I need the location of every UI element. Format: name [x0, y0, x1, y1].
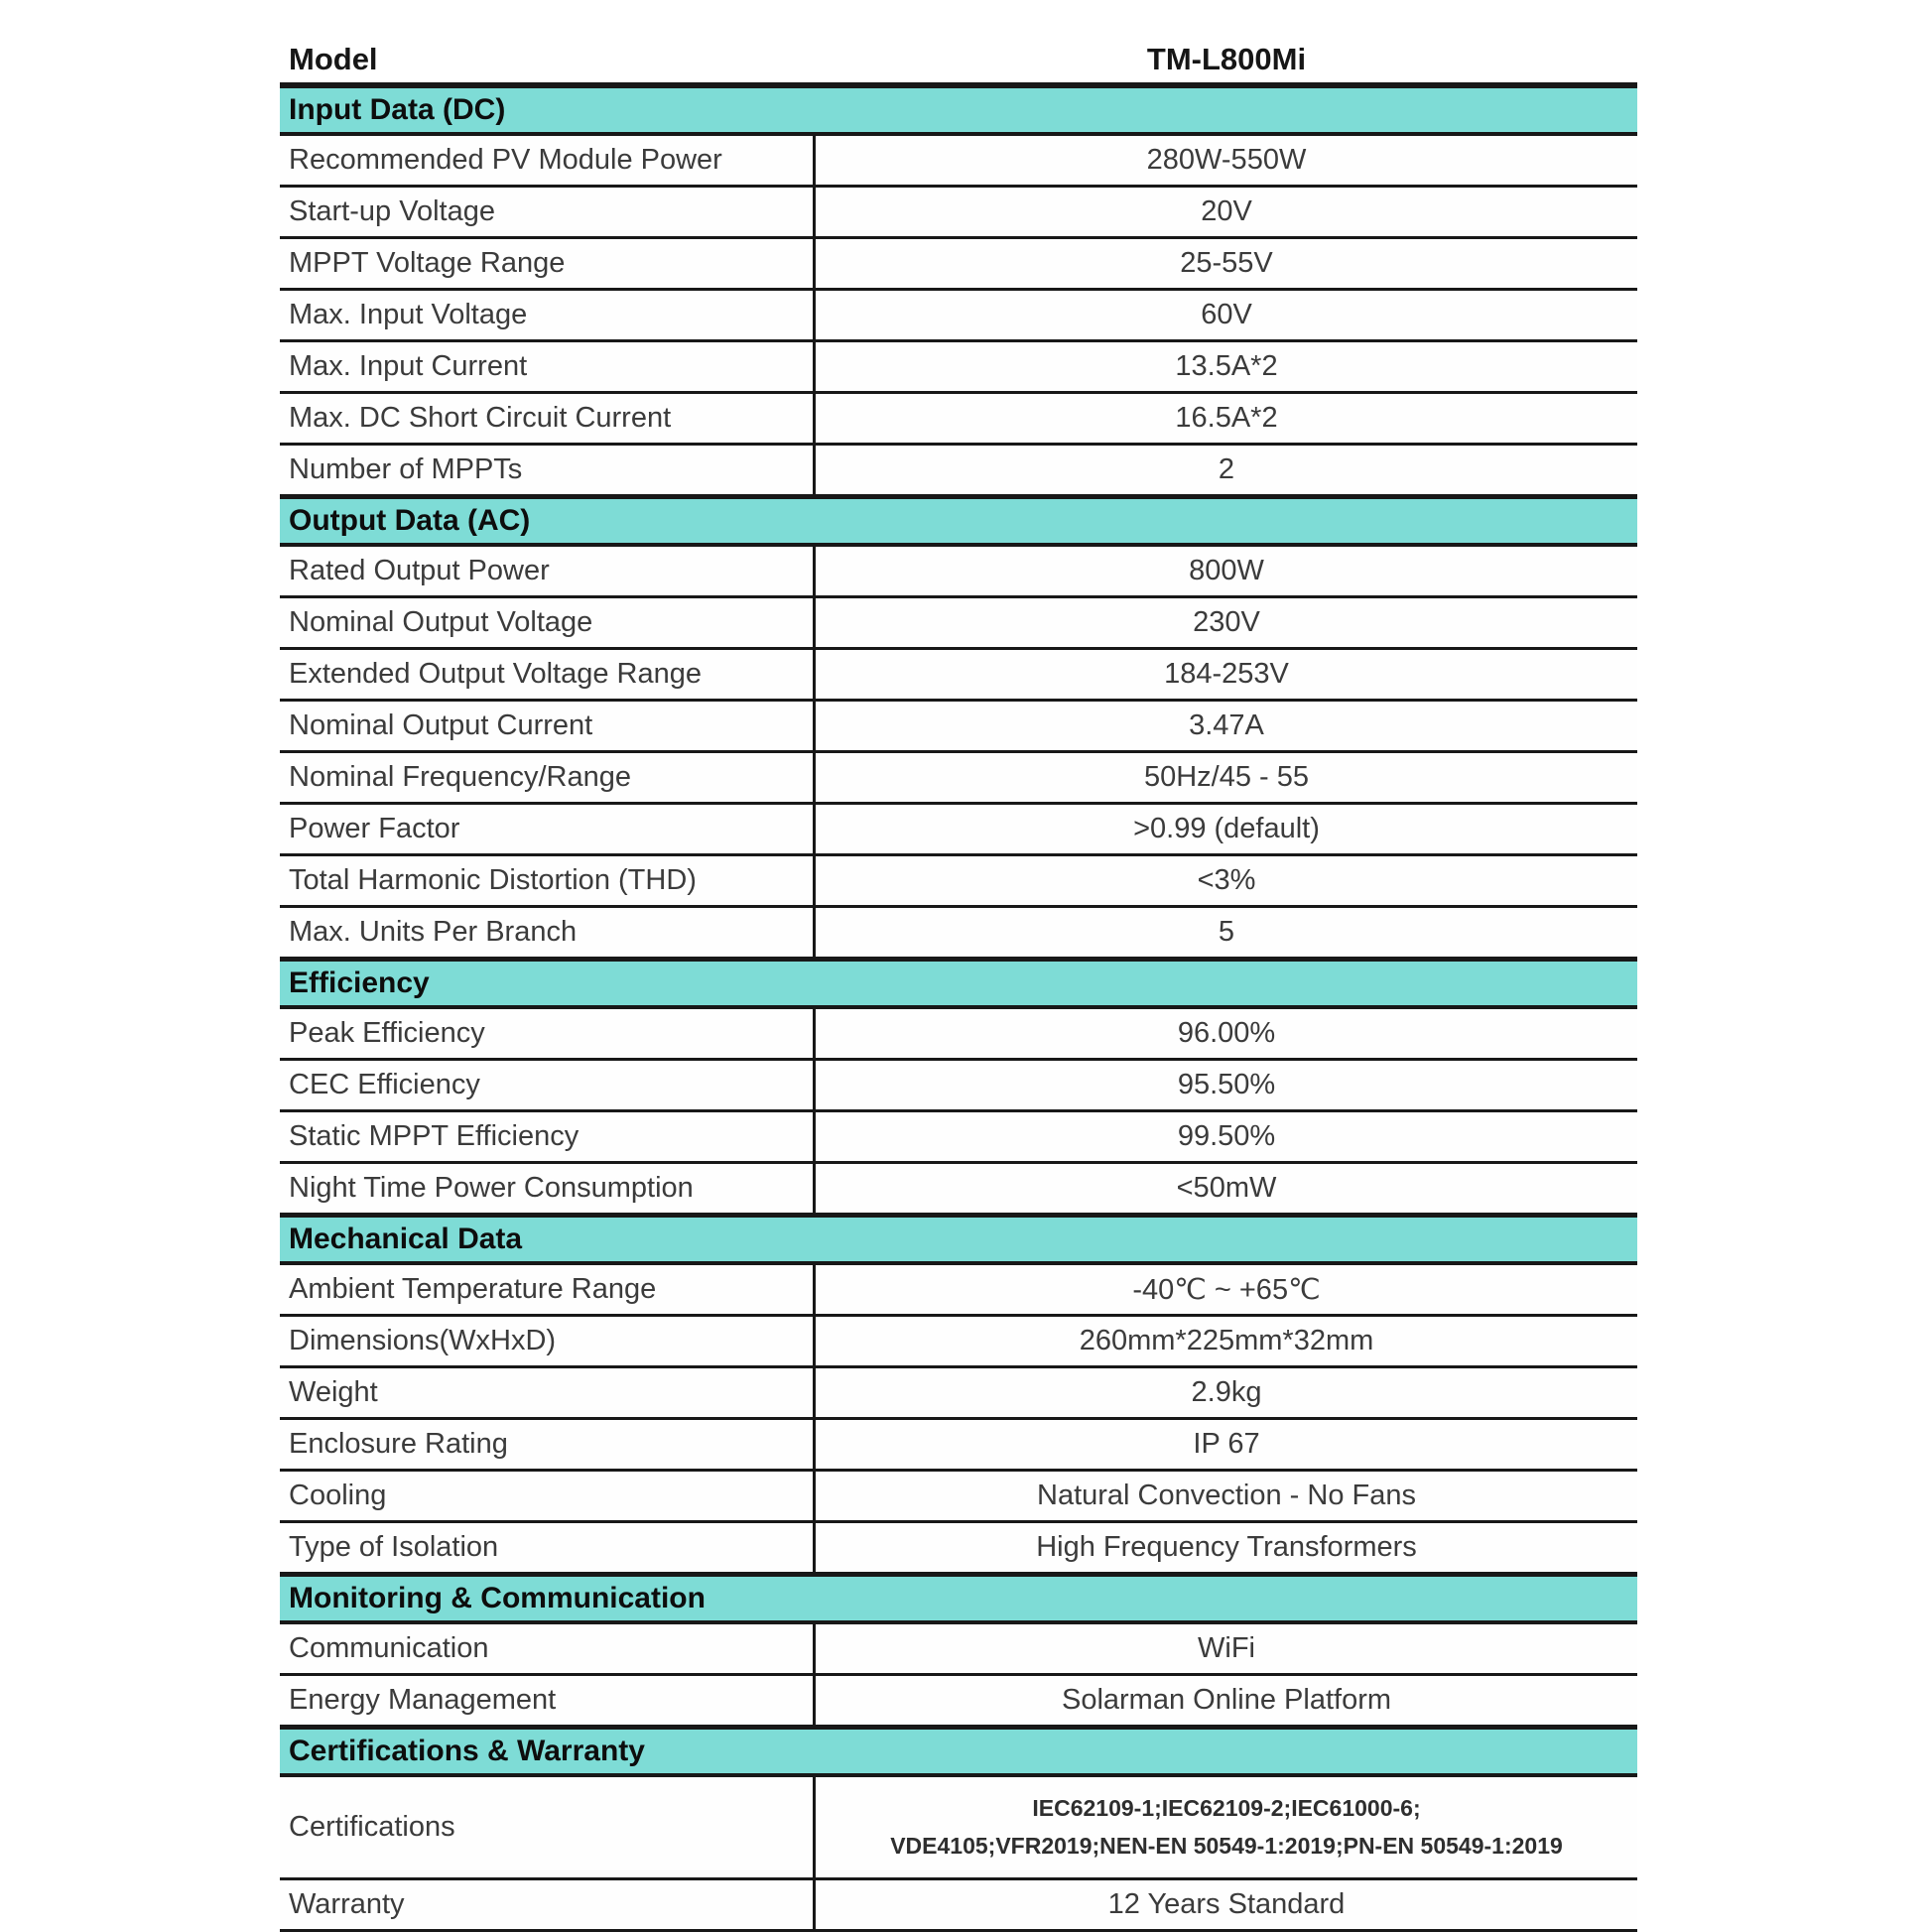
spec-row-value: 800W: [1189, 555, 1264, 586]
spec-row: [280, 598, 1637, 650]
spec-row-label: Weight: [280, 1368, 816, 1417]
spec-row-label: CEC Efficiency: [280, 1061, 816, 1109]
spec-row-value: 95.50%: [1177, 1069, 1276, 1100]
spec-row: [280, 702, 1637, 753]
spec-row: [280, 547, 1637, 598]
section-header: Mechanical Data: [280, 1216, 1637, 1265]
model-label: Model: [289, 41, 378, 76]
spec-row-value: 230V: [1193, 606, 1260, 638]
spec-row-label: Rated Output Power: [280, 547, 816, 595]
spec-row: [280, 188, 1637, 239]
spec-row-value: 260mm*225mm*32mm: [1079, 1325, 1374, 1356]
spec-row-value: 60V: [1201, 299, 1252, 330]
spec-row-label: Number of MPPTs: [280, 446, 816, 494]
spec-row: [280, 291, 1637, 342]
spec-row-value: 13.5A*2: [1175, 350, 1278, 382]
spec-row-label: Nominal Frequency/Range: [280, 753, 816, 802]
spec-row-value: -40℃ ~ +65℃: [1132, 1274, 1321, 1306]
spec-row: [280, 136, 1637, 188]
spec-row-label: Total Harmonic Distortion (THD): [280, 856, 816, 905]
spec-row: [280, 1009, 1637, 1061]
spec-row-label: Power Factor: [280, 805, 816, 853]
spec-row: [280, 1164, 1637, 1216]
spec-row: [280, 446, 1637, 497]
spec-value-line: IEC62109-1;IEC62109-2;IEC61000-6;: [1032, 1794, 1421, 1821]
spec-row-value: 25-55V: [1180, 247, 1273, 279]
spec-row: [280, 1368, 1637, 1420]
section-header: Monitoring & Communication: [280, 1575, 1637, 1624]
spec-row: [280, 1676, 1637, 1728]
spec-row-value: 2.9kg: [1191, 1376, 1262, 1408]
spec-row-label: Night Time Power Consumption: [280, 1164, 816, 1213]
spec-row-value: 16.5A*2: [1175, 402, 1278, 434]
spec-row: [280, 342, 1637, 394]
spec-row-label: Max. Input Current: [280, 342, 816, 391]
spec-row-label: Dimensions(WxHxD): [280, 1317, 816, 1365]
spec-row: [280, 1420, 1637, 1472]
spec-row-label: Nominal Output Voltage: [280, 598, 816, 647]
spec-row-value: 96.00%: [1177, 1017, 1276, 1049]
spec-row-label: Max. Input Voltage: [280, 291, 816, 339]
spec-row: [280, 1472, 1637, 1523]
spec-row: [280, 239, 1637, 291]
spec-row-label: Start-up Voltage: [280, 188, 816, 236]
spec-row-value: 184-253V: [1164, 658, 1289, 690]
spec-row-label: Warranty: [280, 1880, 816, 1929]
spec-row-value: IP 67: [1193, 1428, 1260, 1460]
spec-row-value: High Frequency Transformers: [1036, 1531, 1417, 1563]
section-header: Output Data (AC): [280, 497, 1637, 547]
spec-row-label: Nominal Output Current: [280, 702, 816, 750]
spec-row-label: Certifications: [280, 1777, 816, 1877]
spec-row-label: Max. DC Short Circuit Current: [280, 394, 816, 443]
spec-row-label: MPPT Voltage Range: [280, 239, 816, 288]
spec-row: [280, 1061, 1637, 1112]
spec-row-value: 12 Years Standard: [1107, 1888, 1346, 1920]
spec-row-value: >0.99 (default): [1133, 813, 1320, 844]
spec-row-label: Enclosure Rating: [280, 1420, 816, 1469]
spec-table: [280, 82, 1637, 1932]
spec-row: [280, 1777, 1637, 1880]
spec-row-label: Recommended PV Module Power: [280, 136, 816, 185]
spec-row-value: 50Hz/45 - 55: [1143, 761, 1310, 793]
section-header: Certifications & Warranty: [280, 1728, 1637, 1777]
section-header: Efficiency: [280, 960, 1637, 1009]
spec-row: [280, 650, 1637, 702]
spec-row-label: Communication: [280, 1624, 816, 1673]
model-row: [280, 36, 1637, 82]
spec-row: [280, 394, 1637, 446]
spec-row-value: <3%: [1197, 864, 1256, 896]
spec-row: [280, 1112, 1637, 1164]
spec-row-value: <50mW: [1176, 1172, 1277, 1204]
spec-row: [280, 805, 1637, 856]
spec-row-label: Energy Management: [280, 1676, 816, 1725]
spec-row: [280, 908, 1637, 960]
spec-sheet: [280, 36, 1637, 1932]
spec-row-value: Natural Convection - No Fans: [1037, 1480, 1416, 1511]
spec-row-label: Extended Output Voltage Range: [280, 650, 816, 699]
section-header: Input Data (DC): [280, 86, 1637, 136]
spec-row: [280, 753, 1637, 805]
spec-row: [280, 1265, 1637, 1317]
spec-row-value: 5: [1218, 916, 1235, 948]
spec-row: [280, 1523, 1637, 1575]
spec-row-label: Ambient Temperature Range: [280, 1265, 816, 1314]
spec-row-value: 280W-550W: [1146, 144, 1307, 176]
spec-row-value: 20V: [1201, 195, 1252, 227]
spec-row-value: Solarman Online Platform: [1061, 1684, 1392, 1716]
spec-row-label: Cooling: [280, 1472, 816, 1520]
spec-row-value: 2: [1218, 453, 1235, 485]
spec-value-line: VDE4105;VFR2019;NEN-EN 50549-1:2019;PN-EN 50549-1:2019: [890, 1832, 1563, 1859]
spec-row-label: Type of Isolation: [280, 1523, 816, 1572]
spec-row-label: Max. Units Per Branch: [280, 908, 816, 957]
spec-row-value: [816, 1777, 1637, 1877]
spec-row: [280, 1880, 1637, 1932]
spec-row-value: WiFi: [1198, 1632, 1255, 1664]
spec-row: [280, 1624, 1637, 1676]
spec-row-value: 99.50%: [1177, 1120, 1276, 1152]
spec-row-label: Static MPPT Efficiency: [280, 1112, 816, 1161]
spec-row: [280, 1317, 1637, 1368]
model-value: TM-L800Mi: [1146, 41, 1307, 76]
spec-row-value: 3.47A: [1189, 709, 1264, 741]
spec-row-label: Peak Efficiency: [280, 1009, 816, 1058]
spec-row: [280, 856, 1637, 908]
